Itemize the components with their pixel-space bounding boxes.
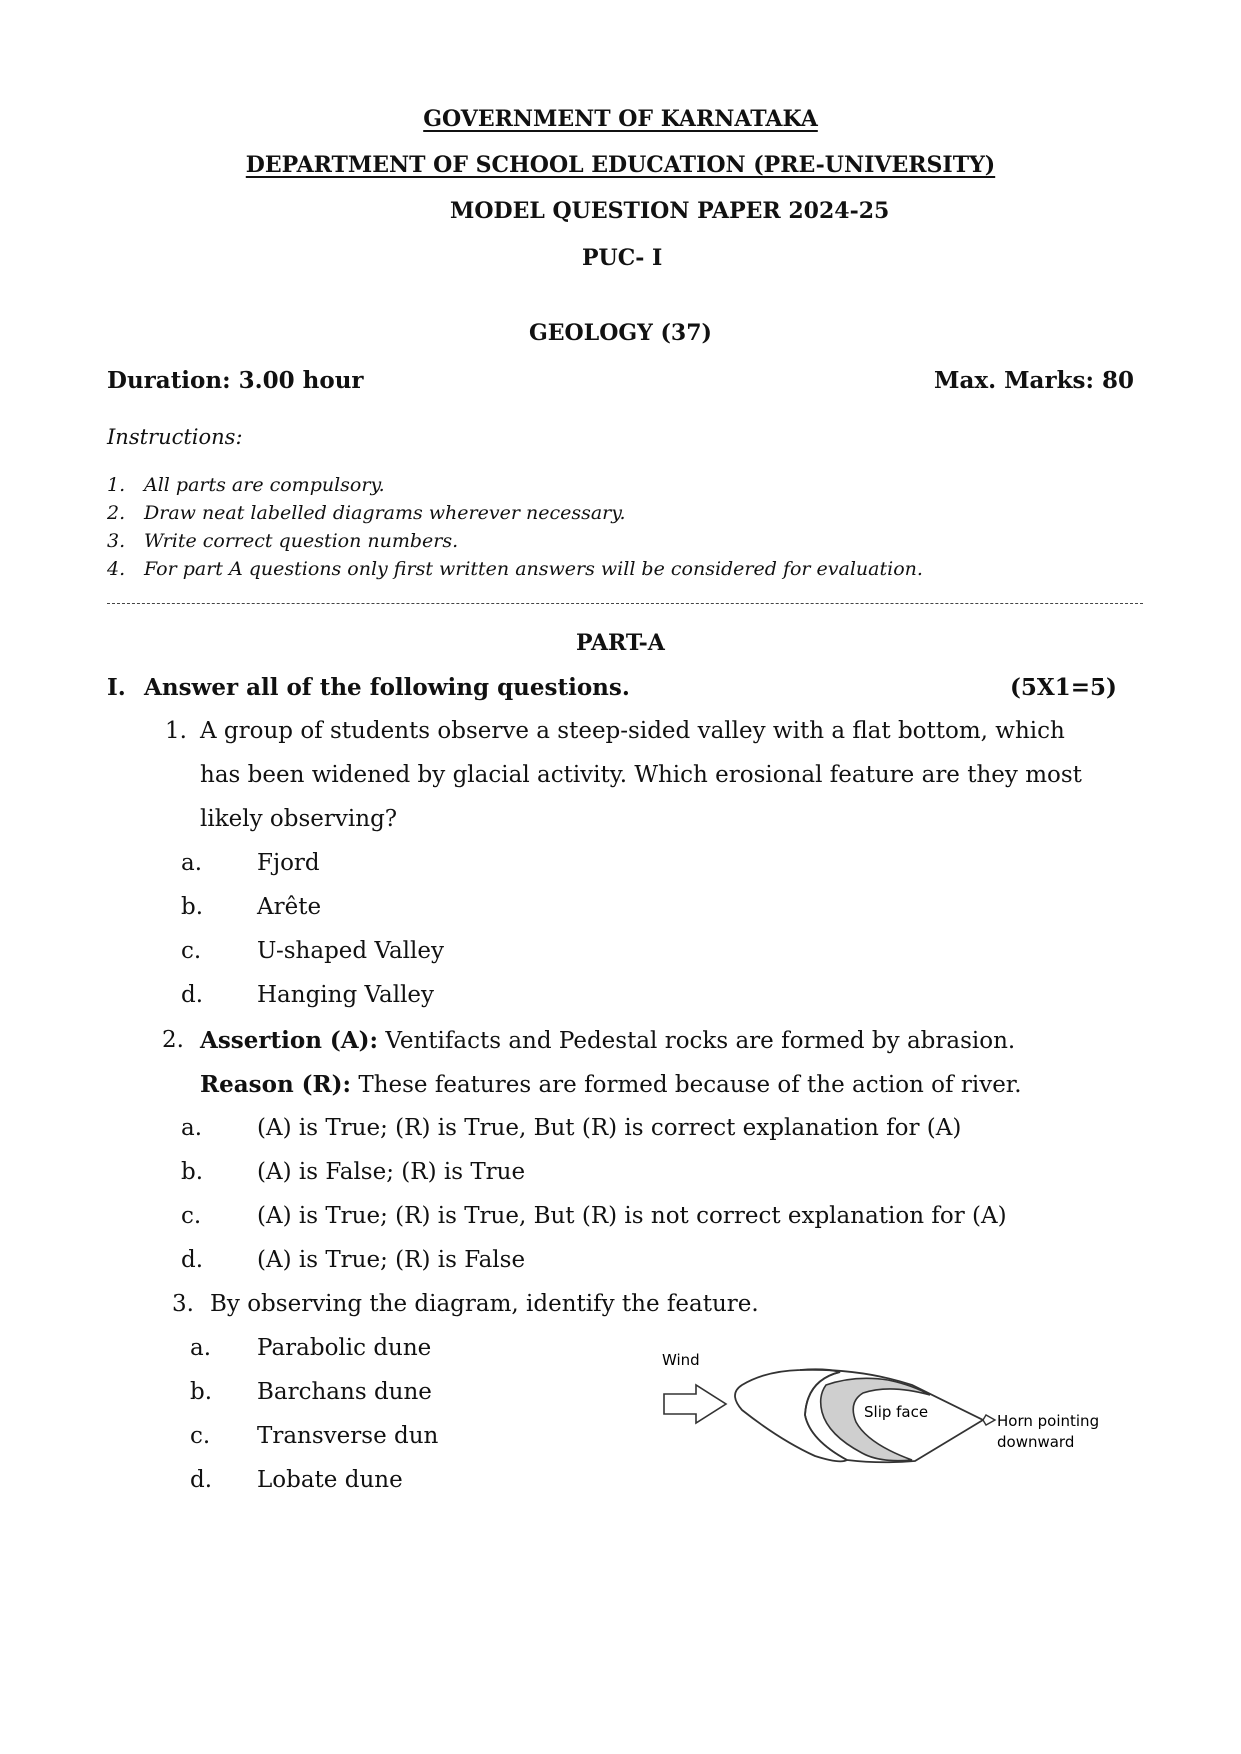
max-marks-label: Max. Marks: 80 <box>934 367 1134 394</box>
q2-option-label-c: c. <box>181 1203 202 1229</box>
dashed-divider <box>107 603 1143 604</box>
q1-option-label-a: a. <box>181 850 203 876</box>
instruction-text-4: For part A questions only first written answers will be considered for evaluation. <box>144 558 923 580</box>
q2-option-label-d: d. <box>181 1247 204 1273</box>
q1-option-label-b: b. <box>181 894 204 920</box>
part-a-title: PART-A <box>576 630 665 656</box>
wind-arrow-icon <box>664 1385 726 1423</box>
q3-option-text-b: Barchans dune <box>257 1379 432 1405</box>
q2-number: 2. <box>162 1027 184 1053</box>
slip-face-label: Slip face <box>864 1403 929 1421</box>
instruction-text-3: Write correct question numbers. <box>144 530 459 552</box>
q2-option-text-d: (A) is True; (R) is False <box>257 1247 526 1273</box>
q2-option-label-b: b. <box>181 1159 204 1185</box>
header-department: DEPARTMENT OF SCHOOL EDUCATION (PRE-UNIVERSITY) <box>245 152 996 178</box>
duration-label: Duration: 3.00 hour <box>107 367 364 394</box>
instructions-title: Instructions: <box>107 425 243 449</box>
instruction-num-2: 2. <box>107 502 126 524</box>
q2-reason-label: Reason (R): <box>200 1071 352 1098</box>
section-number: I. <box>107 674 126 701</box>
q1-option-text-b: Arête <box>257 894 322 920</box>
instruction-text-1: All parts are compulsory. <box>144 474 385 496</box>
q3-option-text-a: Parabolic dune <box>257 1335 432 1361</box>
header-paper-title: MODEL QUESTION PAPER 2024-25 <box>450 198 890 224</box>
q1-option-text-a: Fjord <box>257 850 320 876</box>
q2-option-text-b: (A) is False; (R) is True <box>257 1159 526 1185</box>
q1-option-label-c: c. <box>181 938 202 964</box>
q1-option-label-d: d. <box>181 982 204 1008</box>
horn-label-line-1: Horn pointing <box>997 1412 1100 1430</box>
q2-option-text-c: (A) is True; (R) is True, But (R) is not correct explanation for (A) <box>257 1203 1007 1229</box>
section-title: Answer all of the following questions. <box>144 674 630 701</box>
q1-option-text-c: U-shaped Valley <box>257 938 444 964</box>
q3-option-label-d: d. <box>190 1467 213 1493</box>
q3-option-text-c: Transverse dun <box>257 1423 439 1449</box>
q2-option-text-a: (A) is True; (R) is True, But (R) is correct explanation for (A) <box>257 1115 962 1141</box>
q3-option-label-b: b. <box>190 1379 213 1405</box>
horn-label-line-2: downward <box>997 1433 1075 1451</box>
instruction-text-2: Draw neat labelled diagrams wherever necessary. <box>144 502 626 524</box>
header-subject: GEOLOGY (37) <box>529 320 712 346</box>
q3-option-label-a: a. <box>190 1335 212 1361</box>
q3-text: By observing the diagram, identify the feature. <box>210 1291 759 1317</box>
q1-number: 1. <box>165 718 187 744</box>
q1-line-2: has been widened by glacial activity. Which erosional feature are they most <box>200 762 1082 788</box>
q1-line-1: A group of students observe a steep-sided valley with a flat bottom, which <box>200 718 1065 744</box>
header-class: PUC- I <box>582 245 663 271</box>
q2-option-label-a: a. <box>181 1115 203 1141</box>
header-government: GOVERNMENT OF KARNATAKA <box>423 106 818 132</box>
instruction-num-4: 4. <box>107 558 126 580</box>
wind-label: Wind <box>662 1351 700 1369</box>
q1-option-text-d: Hanging Valley <box>257 982 435 1008</box>
q2-reason-text: These features are formed because of the action of river. <box>351 1072 1022 1098</box>
q3-number: 3. <box>172 1291 194 1317</box>
section-marks: (5X1=5) <box>1010 674 1117 701</box>
instruction-num-3: 3. <box>107 530 126 552</box>
instruction-num-1: 1. <box>107 474 126 496</box>
q1-line-3: likely observing? <box>200 806 398 832</box>
q3-option-label-c: c. <box>190 1423 211 1449</box>
q2-reason <box>200 1071 1022 1098</box>
q3-option-text-d: Lobate dune <box>257 1467 403 1493</box>
dune-diagram <box>650 1340 1120 1480</box>
q2-assertion-label: Assertion (A): <box>200 1027 379 1054</box>
q2-assertion <box>200 1027 1015 1054</box>
horn-arrow-icon <box>983 1415 995 1425</box>
q2-assertion-text: Ventifacts and Pedestal rocks are formed by abrasion. <box>378 1028 1016 1054</box>
